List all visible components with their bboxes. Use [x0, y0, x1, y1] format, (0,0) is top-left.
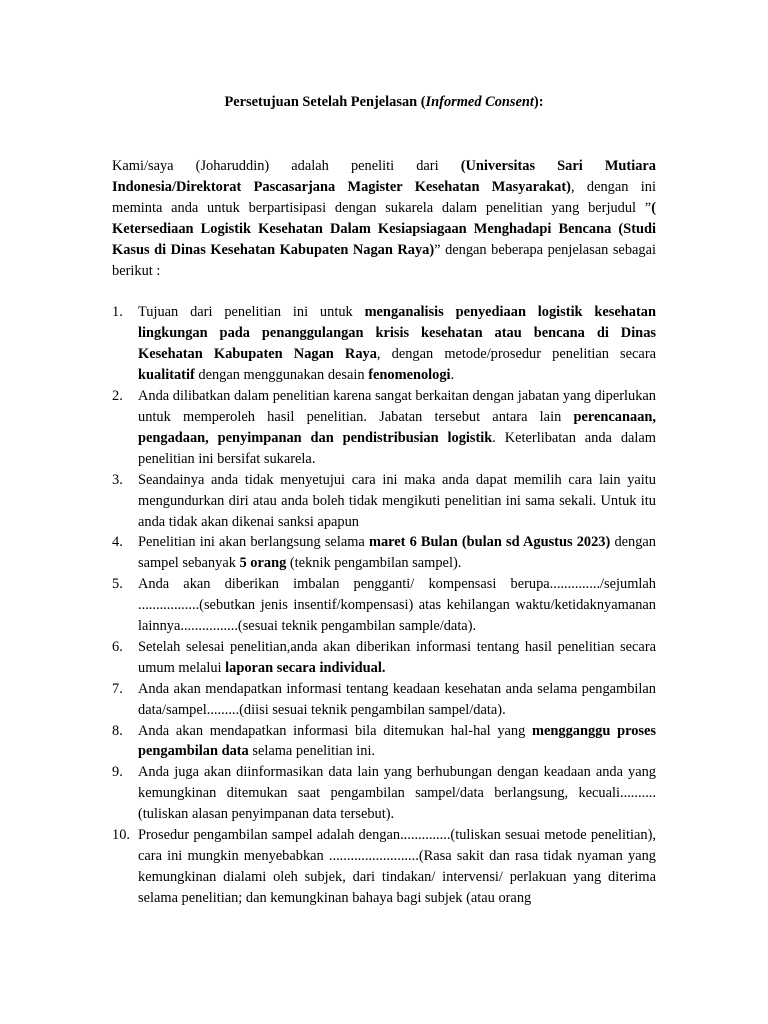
text-run: Seandainya anda tidak menyetujui cara ini maka anda dapat memilih cara lain yaitu mengundurkan diri atau anda boleh tidak mengikuti penelitian ini sama sekali. Untuk itu anda tidak akan dikenai sanksi apapun: [138, 471, 656, 530]
bold-run: laporan secara individual.: [225, 659, 386, 676]
list-item-text: [138, 386, 656, 470]
bold-run: perencanaan, pengadaan, penyimpanan dan pendistribusian logistik: [138, 408, 656, 446]
text-run: Anda akan diberikan imbalan pengganti/ kompensasi berupa............../sejumlah .................(sebutkan jenis insentif/kompensasi) atas kehilangan waktu/ketidaknyamanan lainnya................(sesuai teknik pengambilan sample/data).: [138, 576, 656, 635]
list-item: [112, 386, 656, 470]
text-run: Anda juga akan diinformasikan data lain yang berhubungan dengan keadaan anda yang kemungkinan ditemukan saat pengambilan sampel/data berlangsung, kecuali..........(tuliskan alasan penyimpanan data tersebut).: [138, 764, 656, 823]
intro-paragraph: [112, 156, 656, 281]
text-run: Anda dilibatkan dalam penelitian karena sangat berkaitan dengan jabatan yang diperlukan untuk memperoleh hasil penelitian. Jabatan tersebut antara lain: [138, 388, 656, 425]
list-item-text: [138, 470, 656, 533]
text-run: Penelitian ini akan berlangsung selama: [138, 534, 369, 551]
text-run: (teknik pengambilan sampel).: [286, 555, 462, 572]
text-run: Tujuan dari penelitian ini untuk: [138, 304, 365, 321]
intro-text: Kami/saya (Joharuddin) adalah peneliti dari: [112, 158, 461, 174]
list-item: [112, 825, 656, 909]
bold-run: kualitatif: [138, 367, 195, 384]
text-run: dengan menggunakan desain: [194, 367, 369, 384]
list-item-text: [138, 762, 656, 825]
intro-text: , dengan ini meminta anda untuk berpartisipasi dengan sukarela dalam penelitian yang berjudul ”: [112, 178, 656, 216]
text-run: Setelah selesai penelitian,anda akan diberikan informasi tentang hasil penelitian secara umum melalui: [138, 638, 656, 676]
list-item-text: [138, 532, 656, 574]
list-item: [112, 762, 656, 825]
list-number: 9.: [112, 764, 123, 781]
bold-run: mengganggu proses pengambilan data: [138, 722, 656, 760]
list-item-text: [138, 574, 656, 637]
list-item: [112, 679, 656, 721]
list-number: 5.: [112, 576, 123, 593]
intro-text: ” dengan beberapa penjelasan sebagai berikut :: [112, 241, 656, 279]
bold-run: fenomenologi: [368, 367, 451, 384]
list-item: [112, 637, 656, 679]
bold-run: menganalisis penyediaan logistik kesehatan lingkungan pada penanggulangan krisis kesehatan atau bencana di Dinas Kesehatan Kabupaten Nagan Raya: [138, 304, 656, 363]
list-number: 4.: [112, 534, 123, 551]
list-item-text: [138, 637, 656, 679]
text-run: dengan sampel sebanyak: [138, 534, 657, 572]
list-number: 2.: [112, 388, 123, 405]
list-number: 6.: [112, 638, 123, 655]
text-run: Anda akan mendapatkan informasi bila ditemukan hal-hal yang: [138, 722, 533, 739]
title-text-before: Persetujuan Setelah Penjelasan (: [224, 94, 426, 110]
text-run: , dengan metode/prosedur penelitian secara: [376, 346, 656, 363]
list-number: 10.: [112, 827, 130, 844]
list-number: 8.: [112, 722, 123, 739]
list-item: [112, 302, 656, 386]
intro-research-title: ( Ketersediaan Logistik Kesehatan Dalam Kesiapsiagaan Menghadapi Bencana (Studi Kasus di Dinas Kesehatan Kabupaten Nagan Raya): [112, 199, 656, 258]
document-title: [112, 92, 656, 112]
list-item: [112, 721, 656, 763]
list-number: 1.: [112, 304, 123, 321]
list-number: 7.: [112, 680, 123, 697]
list-item-text: [138, 679, 656, 721]
text-run: .: [450, 367, 455, 384]
text-run: Anda akan mendapatkan informasi tentang keadaan kesehatan anda selama pengambilan data/sampel.........(diisi sesuai teknik pengambilan sampel/data).: [138, 680, 656, 718]
text-run: selama penelitian ini.: [248, 743, 376, 760]
bold-run: maret 6 Bulan (bulan sd Agustus 2023): [368, 534, 611, 551]
text-run: . Keterlibatan anda dalam penelitian ini bersifat sukarela.: [138, 429, 656, 467]
list-number: 3.: [112, 471, 123, 488]
bold-run: 5 orang: [239, 555, 287, 572]
intro-institution: (Universitas Sari Mutiara Indonesia/Direktorat Pascasarjana Magister Kesehatan Masyarakat): [112, 158, 656, 195]
list-item-text: [138, 825, 656, 909]
list-item: [112, 574, 656, 637]
text-run: Prosedur pengambilan sampel adalah dengan..............(tuliskan sesuai metode penelitian), cara ini mungkin menyebabkan .........................(Rasa sakit dan rasa tidak nyaman yang kemungkinan dialami oleh subjek, dari tindakan/ intervensi/ perlakuan yang diterima selama penelitian; dan kemungkinan bahaya bagi subjek (atau orang: [138, 827, 656, 906]
list-item: [112, 470, 656, 533]
title-text-italic: Informed Consent: [425, 94, 534, 110]
list-item-text: [138, 721, 656, 763]
list-item: [112, 532, 656, 574]
explanation-list: [112, 302, 656, 908]
list-item-text: [138, 302, 656, 386]
title-text-after: ):: [533, 94, 544, 110]
